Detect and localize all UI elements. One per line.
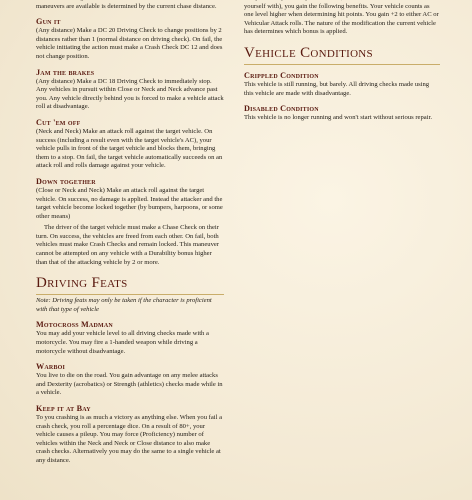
maneuver-text-gun-it: (Any distance) Make a DC 20 Driving Check to change positions by 2 distances rather than 1 (normal distance on driving check). On fail, the vehicle initiating the action must make a Crash Check DC 12 and does not change position. bbox=[36, 27, 223, 60]
maneuver-title-down-together: Down together bbox=[36, 176, 96, 186]
condition-title-disabled: Disabled Condition bbox=[244, 104, 319, 114]
maneuver-text-cut-em-off: (Neck and Neck) Make an attack roll against the target vehicle. On success (including a result even with the target vehicle's AC), your vehicle pulls in front of the target vehicle and blocks them, bringing them to a stop. On fail, the target vehicle automatically succeeds on an attack roll and rolls damage against your vehicle. bbox=[36, 127, 223, 170]
feat-title-motocross-madman: Motocross Madman bbox=[36, 320, 113, 330]
section-heading-vehicle-conditions: Vehicle Conditions bbox=[244, 45, 440, 65]
condition-text-disabled: This vehicle is no longer running and won't start without serious repair. bbox=[244, 114, 432, 122]
feat-text-warboi: You live to die on the road. You gain advantage on any melee attacks and Dexterity (acrobatics) or Strength (athletics) checks made while in a vehicle. bbox=[36, 372, 223, 397]
maneuver-text-jam-the-brakes: (Any distance) Make a DC 18 Driving Check to immediately stop. Any vehicles in pursuit within Close or Neck and Neck advance past you. Any vehicle directly behind you is forced to make a vehicle attack roll at disadvantage. bbox=[36, 77, 224, 111]
feat-title-warboi: Warboi bbox=[36, 362, 66, 372]
maneuver-title-jam-the-brakes: Jam the brakes bbox=[36, 67, 95, 77]
section-heading-driving-feats: Driving Feats bbox=[36, 275, 224, 295]
condition-text-crippled: This vehicle is still running, but barely. All driving checks made using this vehicle are made with disadvantage. bbox=[244, 80, 430, 97]
maneuver-title-cut-em-off: Cut 'em off bbox=[36, 117, 81, 127]
feat-text-motocross-madman: You may add your vehicle level to all driving checks made with a motorcycle. You may fire a 1-handed weapon while driving a motorcycle without disadvantage. bbox=[36, 330, 209, 355]
feat-text-keep-it-at-bay: To you crashing is as much a victory as anything else. When you fail a crash check, you roll a percentage dice. On a result of 80+, your vehicle causes a pileup. You may force (Proficiency) number of vehicles within the Neck and Neck or Close distance to also make crash checks. Alternatively you may do the same to a single vehicle at any distance. bbox=[36, 414, 223, 464]
maneuver-text-down-together-cont: The driver of the target vehicle must make a Chase Check on their turn. On success, the vehicles are freed from each other. On fail, both vehicles must make Crash Checks and remain locked. This maneuver cannot be attempted on any vehicle with a Durability bonus higher than that of the attacking vehicle by 2 or more. bbox=[36, 224, 219, 266]
right-column bbox=[244, 0, 440, 126]
left-column bbox=[36, 0, 224, 469]
maneuver-title-gun-it: Gun it bbox=[36, 17, 61, 27]
right-top-paragraph: yourself with), you gain the following benefits. Your vehicle counts as one level higher when determining hit points. You gain +2 to either AC or Vehicular Attack rolls. The nature of the modification the current vehicle has determines which bonus is applied. bbox=[244, 2, 439, 36]
intro-paragraph: maneuvers are available is determined by the current chase distance. bbox=[36, 2, 217, 10]
condition-title-crippled: Crippled Condition bbox=[244, 70, 319, 80]
driving-feats-note: Note: Driving feats may only be taken if the character is proficient with that type of vehicle bbox=[36, 297, 212, 313]
maneuver-text-down-together: (Close or Neck and Neck) Make an attack roll against the target vehicle. On success, no damage is applied. Instead the attacker and the target vehicle become locked together (by bumpers, harpoons, or some other means) bbox=[36, 186, 223, 220]
feat-title-keep-it-at-bay: Keep it at Bay bbox=[36, 404, 91, 413]
